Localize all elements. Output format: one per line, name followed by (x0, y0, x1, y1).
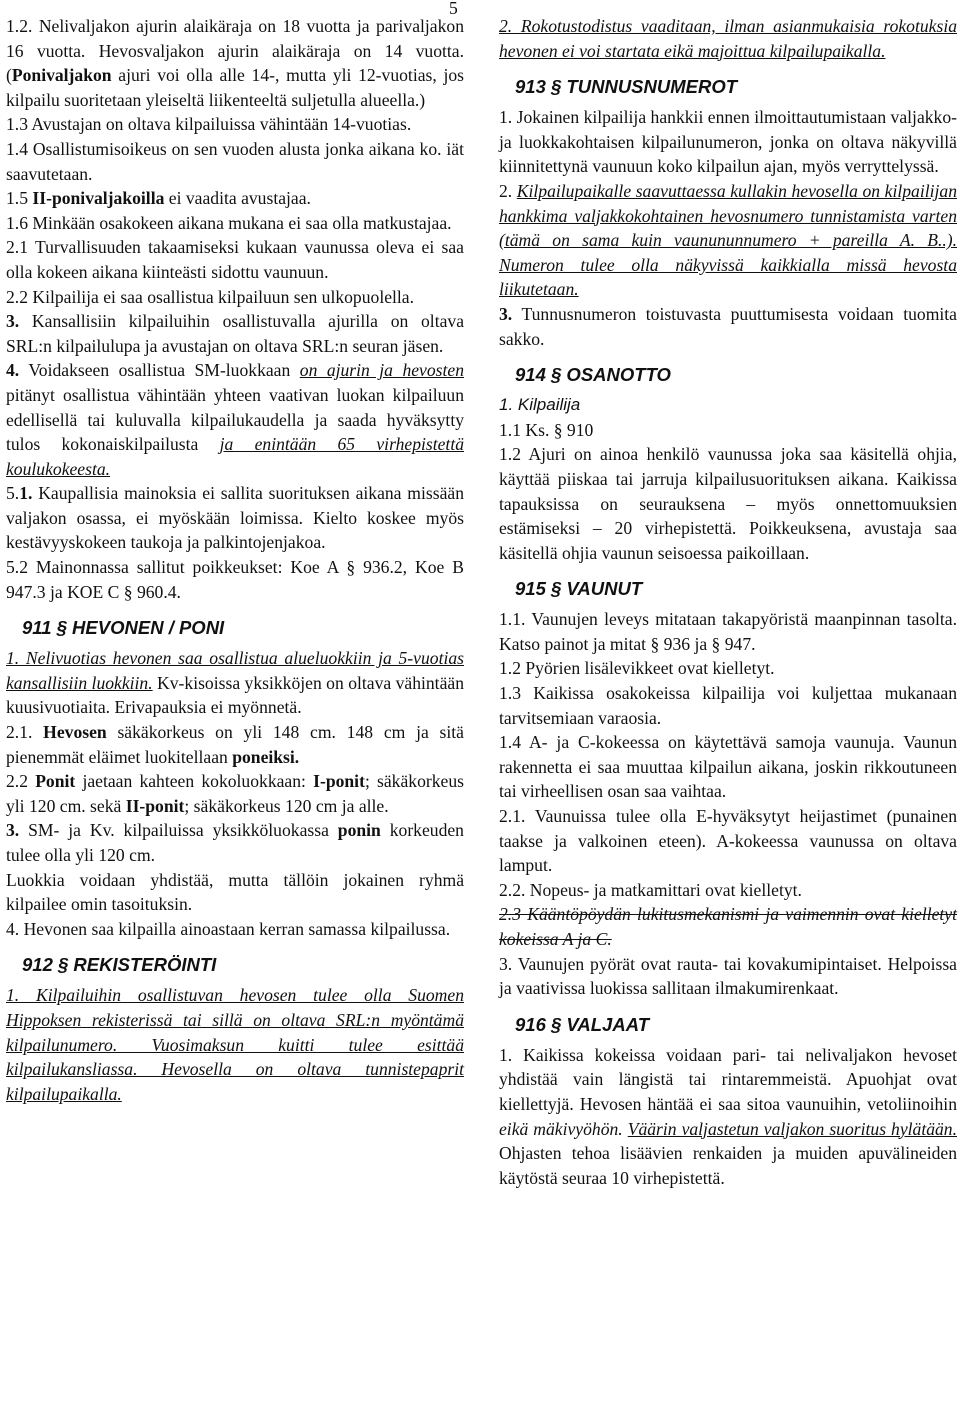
heading-916: 916 § VALJAAT (515, 1013, 649, 1035)
page-number: 5 (449, 0, 458, 18)
rule-1-2: 1.2. Nelivaljakon ajurin alaikäraja on 18 vuotta ja parivaljakon 16 vuotta. Hevosvaljakon ajurin alaikäraja on 14 vuotta. (Ponivaljakon ajuri voi olla alle 14-, mutta yli 12-vuotias, jos kilpailu suoritetaan yleiseltä liikenteeltä suljetulla alueella.) (6, 16, 464, 110)
rule-915-3: 3. Vaunujen pyörät ovat rauta- tai kovakumipintaiset. Helpoissa ja vaativissa luokissa sallitaan ilmakumirenkaat. (499, 953, 957, 999)
rule-913-1: 1. Jokainen kilpailija hankkii ennen ilmoittautumistaan valjakko- ja luokkakohtaisen kilpailunumeron, jonka on oltava näkyvillä kiinnitettynä vaunuun koko kilpailun ajan, myös verryttelyssä. (499, 107, 957, 177)
rule-911-3: 3. SM- ja Kv. kilpailuissa yksikköluokassa ponin korkeuden tulee olla yli 120 cm. (6, 820, 464, 865)
rule-915-1-4: 1.4 A- ja C-kokeessa on käytettävä samoja vaunuja. Vaunun rakennetta ei saa muuttaa kilpailun aikana, joskin rikkoutuneen tai virheellisen osan saa vaihtaa. (499, 732, 957, 802)
heading-911: 911 § HEVONEN / PONI (22, 617, 225, 639)
rule-912-2: 2. Rokotustodistus vaaditaan, ilman asianmukaisia rokotuksia hevonen ei voi startata eikä majoittua kilpailupaikalla. (499, 16, 957, 61)
rule-5-2: 5.2 Mainonnassa sallitut poikkeukset: Koe A § 936.2, Koe B 947.3 ja KOE C § 960.4. (6, 557, 464, 602)
rule-1-5: 1.5 II-ponivaljakoilla ei vaadita avustajaa. (6, 188, 311, 209)
rule-2-1: 2.1 Turvallisuuden takaamiseksi kukaan vaunussa oleva ei saa olla kokeen aikana kiinteästi sidottu vaunuun. (6, 237, 464, 282)
rule-913-2: 2. Kilpailupaikalle saavuttaessa kullakin hevosella on kilpailijan hankkima valjakkokohtainen hevosnumero tunnistamista varten (tämä on sama kuin vaunununnumero + pareilla A. B..). Numeron tulee olla näkyvissä kaikkialla missä hevosta liikutetaan. (499, 180, 957, 300)
heading-915: 915 § VAUNUT (515, 578, 643, 600)
rule-915-1-1: 1.1. Vaunujen leveys mitataan takapyöristä maanpinnan tasolta. Katso painot ja mitat § 936 ja § 947. (499, 609, 957, 654)
heading-914: 914 § OSANOTTO (515, 364, 671, 386)
rule-3: 3. Kansallisiin kilpailuihin osallistuvalla ajurilla on oltava SRL:n kilpailulupa ja avustajan on oltava SRL:n seuran jäsen. (6, 311, 464, 356)
heading-912: 912 § REKISTERÖINTI (22, 954, 217, 976)
rule-914-1-1: 1.1 Ks. § 910 (499, 419, 594, 440)
rule-1-3: 1.3 Avustajan on oltava kilpailuissa vähintään 14-vuotias. (6, 114, 412, 135)
rule-4: 4. Voidakseen osallistua SM-luokkaan on ajurin ja hevosten pitänyt osallistua vähintään yhteen vaativan luokan kilpailuun edellisellä tai kuluvalla kilpailukaudella ja saada hyväksytty tulos kokonaiskilpailusta ja enintään 65 virhepistettä koulukokeesta. (6, 360, 464, 479)
rule-915-2-2: 2.2. Nopeus- ja matkamittari ovat kielletyt. (499, 879, 802, 900)
rule-915-2-3-struck: 2.3 Kääntöpöydän lukitusmekanismi ja vaimennin ovat kielletyt kokeissa A ja C. (499, 904, 957, 949)
rule-911-2-1: 2.1. Hevosen säkäkorkeus on yli 148 cm. 148 cm ja sitä pienemmät eläimet luokitellaan poneiksi. (6, 722, 464, 767)
rule-915-2-1: 2.1. Vaunuissa tulee olla E-hyväksytyt heijastimet (punainen taakse ja valkoinen eteen). A-kokeessa vaunussa on oltava lamput. (499, 806, 957, 876)
rule-913-3: 3. Tunnusnumeron toistuvasta puuttumisesta voidaan tuomita sakko. (499, 303, 957, 349)
rule-1-6: 1.6 Minkään osakokeen aikana mukana ei saa olla matkustajaa. (6, 212, 452, 233)
rule-911-1: 1. Nelivuotias hevonen saa osallistua alueluokkiin ja 5-vuotias kansallisiin luokkiin. Kv-kisoissa yksikköjen on oltava vähintään kuusivuotiaita. Erivapauksia ei myönnetä. (6, 648, 464, 718)
rule-916-1: 1. Kaikissa kokeissa voidaan pari- tai nelivaljakon hevoset yhdistää vain längistä tai rintaremmeistä. Apuohjat ovat kiellettyjä. Hevosen häntää ei saa sitoa vaunuihin, vetoliinoihin eikä mäkivyöhön. Väärin valjastetun valjakon suoritus hylätään. Ohjasten tehoa lisäävien renkaiden ja muiden apuvälineiden käytöstä seuraa 10 virhepistettä. (499, 1044, 957, 1188)
rule-911-2-2: 2.2 Ponit jaetaan kahteen kokoluokkaan: I-ponit; säkäkorkeus yli 120 cm. sekä II-ponit; säkäkorkeus 120 cm ja alle. (6, 771, 464, 816)
left-column (6, 14, 464, 1106)
rule-2-2: 2.2 Kilpailija ei saa osallistua kilpailuun sen ulkopuolella. (6, 286, 414, 307)
rule-911-4: 4. Hevonen saa kilpailla ainoastaan kerran samassa kilpailussa. (6, 918, 451, 939)
subheading-kilpailija: 1. Kilpailija (499, 395, 581, 415)
rule-912-1: 1. Kilpailuihin osallistuvan hevosen tulee olla Suomen Hippoksen rekisterissä tai sillä on oltava SRL:n myöntämä kilpailunumero. Vuosimaksun kuitti tulee esittää kilpailukansliassa. Hevosella on oltava tunnistepaprit kilpailupaikalla. (6, 985, 464, 1104)
rule-1-4: 1.4 Osallistumisoikeus on sen vuoden alusta jonka aikana ko. iät saavutetaan. (6, 138, 464, 184)
rule-914-1-2: 1.2 Ajuri on ainoa henkilö vaunussa joka saa käsitellä ohjia, käyttää piiskaa tai jarruja kilpailusuorituksen aikana. Kaikissa tapauksissa on seurauksena – myös onnettomuuksien estämiseksi – 20 virhepistettä. Poikkeuksena, avustaja saa käsitellä ohjia vaunun seisoessa paikoillaan. (499, 444, 957, 563)
rule-915-1-2: 1.2 Pyörien lisälevikkeet ovat kielletyt. (499, 658, 775, 679)
right-column (499, 14, 957, 1190)
rule-5-1: 5.1. Kaupallisia mainoksia ei sallita suorituksen aikana missään valjakon osassa, ei myöskään loimissa. Kielto koskee myös kestävyyskokeen taukoja ja palkintojenjakoa. (6, 483, 464, 553)
rule-911-note: Luokkia voidaan yhdistää, mutta tällöin jokainen ryhmä kilpailee omin tasoituksin. (6, 869, 464, 915)
rule-915-1-3: 1.3 Kaikissa osakokeissa kilpailija voi kuljettaa mukanaan tarvitsemiaan varaosia. (499, 683, 957, 728)
heading-913: 913 § TUNNUSNUMEROT (515, 76, 738, 98)
